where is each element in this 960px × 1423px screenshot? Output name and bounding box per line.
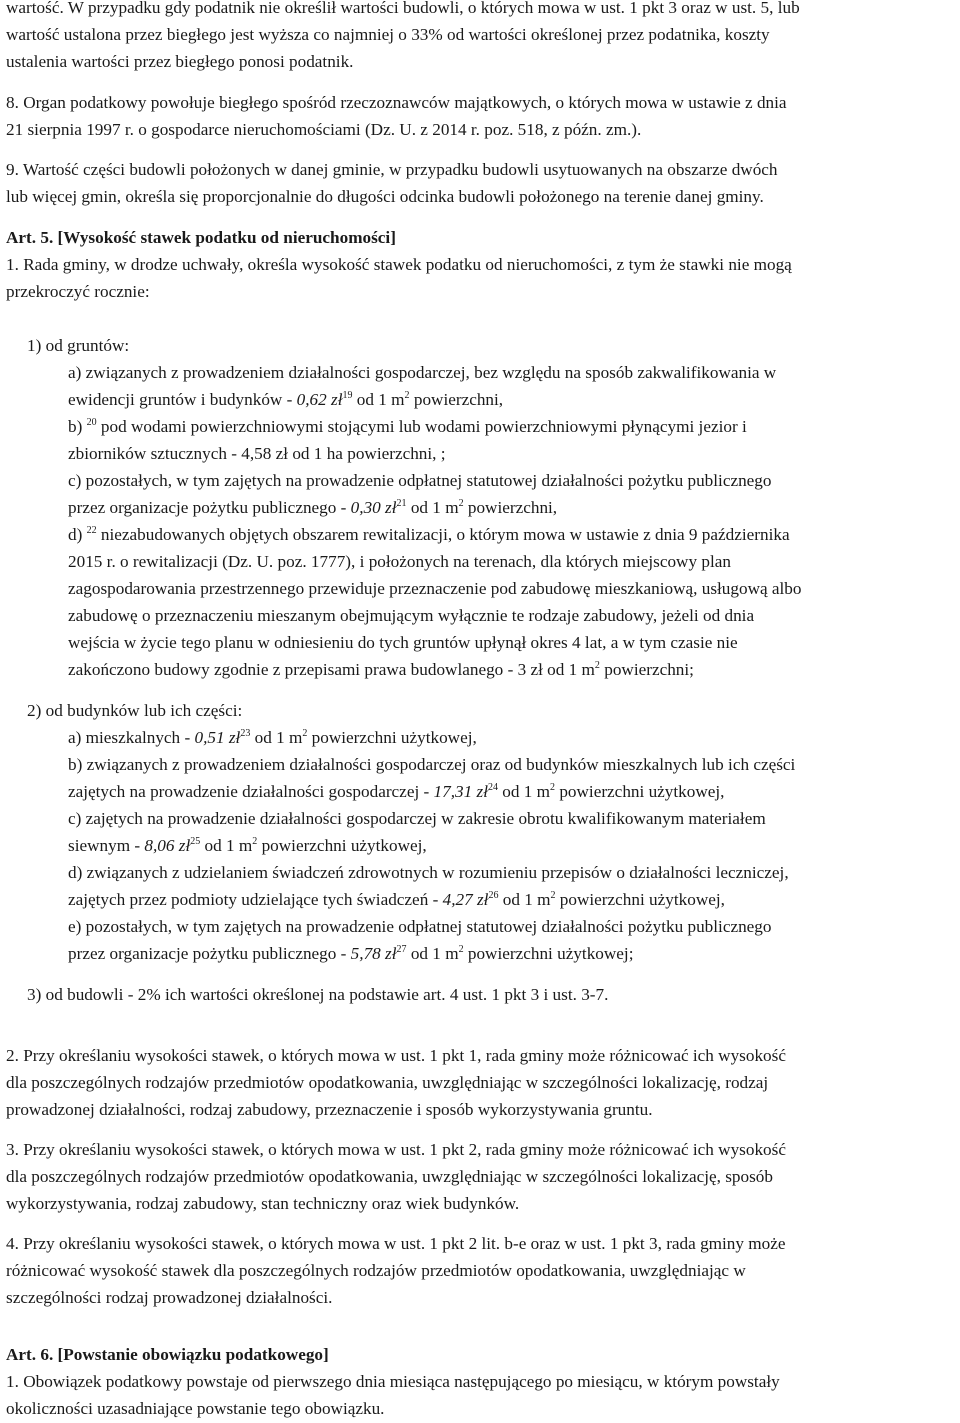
list-item: e) pozostałych, w tym zajętych na prowadzenie odpłatnej statutowej działalności pożytku publicznego [68,917,772,936]
list-item: a) związanych z prowadzeniem działalności gospodarczej, bez względu na sposób zakwalifikowania w [68,363,777,382]
list-item: b) $^{20}$ pod wodami powierzchniowymi stojącymi lub wodami powierzchniowymi płynącymi jezior i [68,417,747,436]
list-item: d) $^{22}$ niezabudowanych objętych obszarem rewitalizacji, o którym mowa w ustawie z dnia 9 października [68,525,790,544]
list-item: c) pozostałych, w tym zajętych na prowadzenie odpłatnej statutowej działalności pożytku publicznego [68,471,772,490]
list-item: c) zajętych na prowadzenie działalności gospodarczej w zakresie obrotu kwalifikowanym materiałem [68,809,766,828]
text-line: wartość ustalona przez biegłego jest wyższa co najmniej o 33% od wartości określonej przez podatnika, koszty [6,25,770,44]
list-item: przez organizacje pożytku publicznego - 0,30 $zł^{21}$ od 1 $m^2$ powierzchni, [68,498,558,517]
list-item: zagospodarowania przestrzennego przewiduje przeznaczenie pod zabudowę mieszkaniową, usługową albo [68,579,802,598]
list-item: zajętych przez podmioty udzielające tych świadczeń - 4,27 $zł^{26}$ od 1 $m^2$ powierzchni użytkowej, [68,890,725,909]
text-line: wartość. W przypadku gdy podatnik nie określił wartości budowli, o których mowa w ust. 1 pkt 3 oraz w ust. 5, lub [6,0,800,17]
paragraph-4-line: 4. Przy określaniu wysokości stawek, o których mowa w ust. 1 pkt 2 lit. b-e oraz w ust. 1 pkt 3, rada gminy może [6,1234,786,1253]
list-item: siewnym - 8,06 $zł^{25}$ od 1 $m^2$ powierzchni użytkowej, [68,836,427,855]
list-item: 3) od budowli - 2% ich wartości określonej na podstawie art. 4 ust. 1 pkt 3 i ust. 3-7. [27,985,609,1004]
text-line: dla poszczególnych rodzajów przedmiotów opodatkowania, uwzględniając w szczególności lokalizację, sposób [6,1167,773,1186]
list-item: zbiorników sztucznych - 4,58 zł od 1 ha powierzchni, ; [68,444,446,463]
list-item: 2015 r. o rewitalizacji (Dz. U. poz. 1777), i położonych na terenach, dla których miejscowy plan [68,552,731,571]
list-item: wejścia w życie tego planu w odniesieniu do tych gruntów upłynął okres 4 lat, a w tym czasie nie [68,633,738,652]
list-item: 1) od gruntów: [27,336,130,355]
text-line: prowadzonej działalności, rodzaj zabudowy, przeznaczenie i sposób wykorzystywania gruntu. [6,1100,653,1119]
list-item: zakończono budowy zgodnie z przepisami prawa budowlanego - 3 zł od 1 $m^2$ powierzchni; [68,660,694,679]
list-item: a) mieszkalnych - 0,51 $zł^{23}$ od 1 $m^2$ powierzchni użytkowej, [68,728,477,747]
list-item: b) związanych z prowadzeniem działalności gospodarczej oraz od budynków mieszkalnych lub ich części [68,755,796,774]
text-line: dla poszczególnych rodzajów przedmiotów opodatkowania, uwzględniając w szczególności lokalizację, rodzaj [6,1073,769,1092]
paragraph-3-line: 3. Przy określaniu wysokości stawek, o których mowa w ust. 1 pkt 2, rada gminy może różnicować ich wysokość [6,1140,786,1159]
text-line: okoliczności uzasadniające powstanie tego obowiązku. [6,1399,385,1418]
list-item: przez organizacje pożytku publicznego - 5,78 $zł^{27}$ od 1 $m^2$ powierzchni użytkowej; [68,944,634,963]
list-item: ewidencji gruntów i budynków - 0,62 $zł^{19}$ od 1 $m^2$ powierzchni, [68,390,504,409]
text-line: różnicować wysokość stawek dla poszczególnych rodzajów przedmiotów opodatkowania, uwzględniając w [6,1261,746,1280]
text-line: lub więcej gmin, określa się proporcjonalnie do długości odcinka budowli położonego na terenie danej gminy. [6,187,764,206]
list-item: zajętych na prowadzenie działalności gospodarczej - 17,31 $zł^{24}$ od 1 $m^2$ powierzchni użytkowej, [68,782,725,801]
text-line: 1. Obowiązek podatkowy powstaje od pierwszego dnia miesiąca następującego po miesiącu, w którym powstały [6,1372,780,1391]
text-line: 1. Rada gminy, w drodze uchwały, określa wysokość stawek podatku od nieruchomości, z tym że stawki nie mogą [6,255,792,274]
paragraph-2-line: 2. Przy określaniu wysokości stawek, o których mowa w ust. 1 pkt 1, rada gminy może różnicować ich wysokość [6,1046,786,1065]
text-line: ustalenia wartości przez biegłego ponosi podatnik. [6,52,354,71]
text-line: wykorzystywania, rodzaj zabudowy, stan techniczny oraz wiek budynków. [6,1194,520,1213]
text-line: przekroczyć rocznie: [6,282,150,301]
text-line: szczególności rodzaj prowadzonej działalności. [6,1288,333,1307]
list-item: 2) od budynków lub ich części: [27,701,243,720]
paragraph-9-line: 9. Wartość części budowli położonych w danej gminie, w przypadku budowli usytuowanych na obszarze dwóch [6,160,778,179]
article-6-heading: Art. 6. [Powstanie obowiązku podatkowego] [6,1345,329,1364]
list-item: zabudowę o przeznaczeniu mieszanym obejmującym wyłącznie te rodzaje zabudowy, jeżeli od dnia [68,606,755,625]
list-item: d) związanych z udzielaniem świadczeń zdrowotnych w rozumieniu przepisów o działalności leczniczej, [68,863,789,882]
article-5-heading: Art. 5. [Wysokość stawek podatku od nieruchomości] [6,228,396,247]
text-line: 21 sierpnia 1997 r. o gospodarce nieruchomościami (Dz. U. z 2014 r. poz. 518, z późn. zm.). [6,120,642,139]
paragraph-8-line: 8. Organ podatkowy powołuje biegłego spośród rzeczoznawców majątkowych, o których mowa w ustawie z dnia [6,93,787,112]
